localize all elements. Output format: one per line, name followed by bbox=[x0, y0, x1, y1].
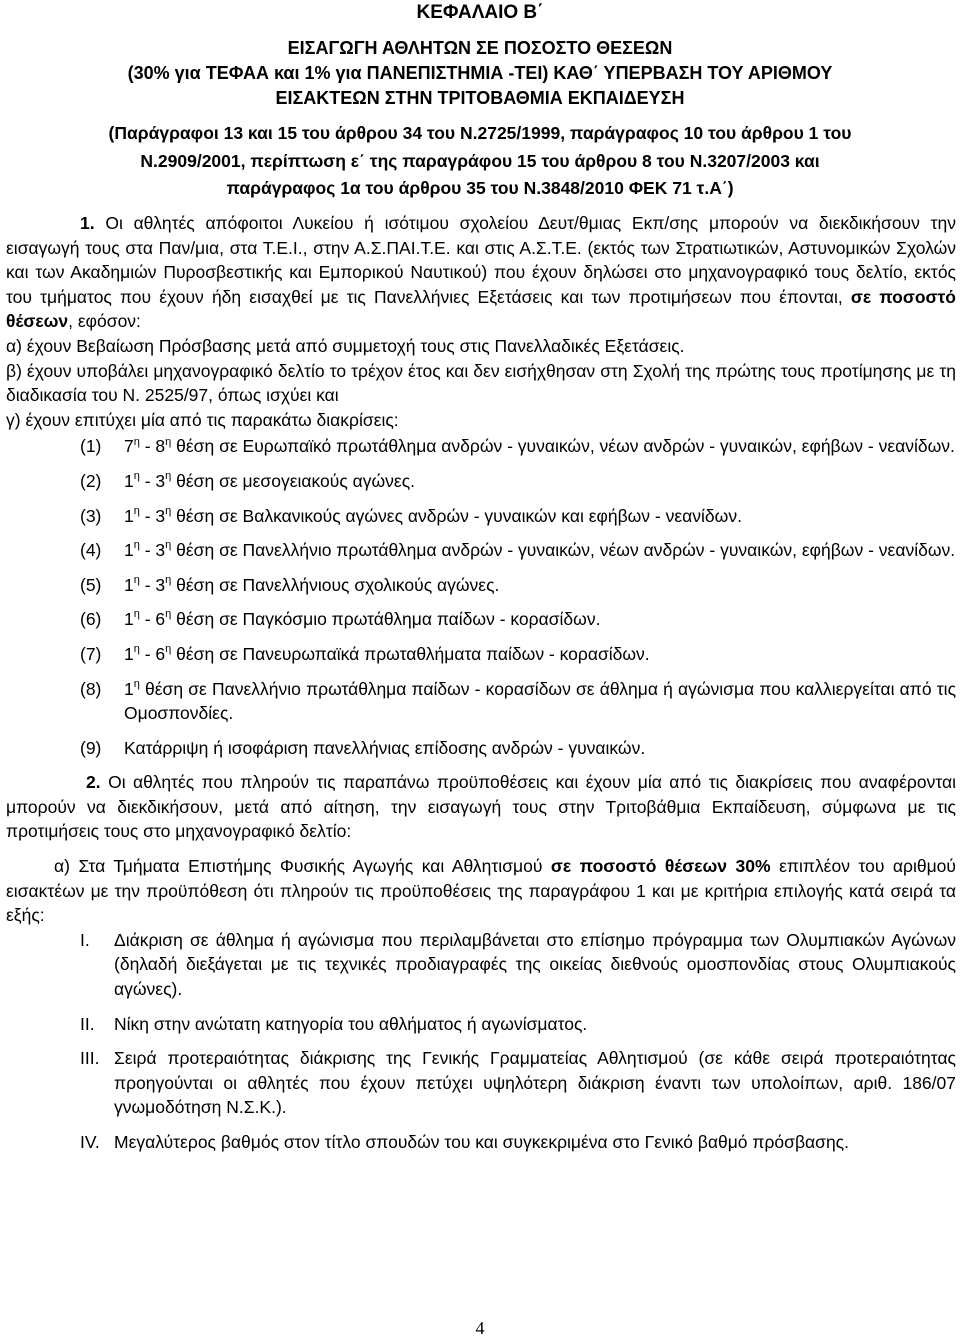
rank-start: 1 bbox=[124, 678, 134, 699]
ordinal-superscript: η bbox=[165, 435, 172, 448]
condition-b: β) έχουν υποβάλει μηχανογραφικό δελτίο το τρέχον έτος και δεν εισήχθησαν στη Σχολή της πρώτης τους προτίμησης με τη διαδικασία του Ν. 2525/97, όπως ισχύει και bbox=[6, 360, 956, 406]
list-item-text bbox=[124, 642, 956, 667]
distinction-description: θέση σε Βαλκανικούς αγώνες ανδρών - γυναικών και εφήβων - νεανίδων. bbox=[171, 505, 742, 526]
section-2-text: Οι αθλητές που πληρούν τις παραπάνω προϋποθέσεις και έχουν μία από τις διακρίσεις που αναφέρονται μπορούν να διεκδικήσουν, μετά από αίτηση, την εισαγωγή τους στην Τριτοβάθμια Εκπαίδευση, σύμφωνα με τις προτιμήσεις τους στο μηχανογραφικό δελτίο: bbox=[6, 772, 956, 842]
list-item-text bbox=[124, 469, 956, 494]
list-item-label: (4) bbox=[80, 540, 102, 561]
ordinal-superscript: η bbox=[165, 504, 172, 517]
list-item bbox=[80, 607, 956, 632]
list-item-text bbox=[124, 607, 956, 632]
condition-c: γ) έχουν επιτύχει μία από τις παρακάτω διακρίσεις: bbox=[6, 409, 399, 430]
condition-a: α) έχουν Βεβαίωση Πρόσβασης μετά από συμμετοχή τους στις Πανελλαδικές Εξετάσεις. bbox=[6, 335, 685, 356]
ordinal-superscript: η bbox=[165, 643, 172, 656]
title-line-1: ΕΙΣΑΓΩΓΗ ΑΘΛΗΤΩΝ ΣΕ ΠΟΣΟΣΤΟ ΘΕΣΕΩΝ bbox=[287, 38, 673, 58]
rank-start: 1 bbox=[124, 609, 134, 630]
criterion-item bbox=[80, 928, 956, 1002]
distinction-description: θέση σε Πανελλήνιους σχολικούς αγώνες. bbox=[171, 574, 500, 595]
list-item bbox=[80, 677, 956, 726]
rank-end: - 6 bbox=[139, 609, 166, 630]
ordinal-superscript: η bbox=[165, 470, 172, 483]
reference-line-2: Ν.2909/2001, περίπτωση ε΄ της παραγράφου 15 του άρθρου 8 του Ν.3207/2003 και bbox=[140, 151, 820, 171]
rank-end: - 3 bbox=[139, 470, 166, 491]
criterion-label: III. bbox=[80, 1048, 100, 1069]
list-item bbox=[80, 538, 956, 563]
distinction-description: θέση σε μεσογειακούς αγώνες. bbox=[171, 470, 416, 491]
rank-start: 7 bbox=[124, 436, 134, 457]
list-item-label: (7) bbox=[80, 643, 102, 664]
section-1-number: 1. bbox=[80, 213, 95, 233]
document-body bbox=[6, 211, 956, 1165]
rank-end: - 6 bbox=[139, 643, 166, 664]
criterion-label: IV. bbox=[80, 1132, 100, 1152]
distinction-description: θέση σε Ευρωπαϊκό πρωτάθλημα ανδρών - γυναικών, νέων ανδρών - γυναικών, εφήβων - νεανίδων. bbox=[171, 436, 955, 457]
rank-start: 1 bbox=[124, 505, 134, 526]
list-item-label: (2) bbox=[80, 470, 102, 491]
criterion-label: II. bbox=[80, 1013, 95, 1034]
list-item-label: (6) bbox=[80, 609, 102, 630]
rank-end: - 3 bbox=[139, 540, 166, 561]
list-item-text bbox=[124, 434, 956, 459]
list-item-label: (8) bbox=[80, 678, 102, 699]
list-item-text: Κατάρριψη ή ισοφάριση πανελλήνιας επίδοσης ανδρών - γυναικών. bbox=[124, 737, 646, 758]
section-1-end: , εφόσον: bbox=[68, 311, 141, 332]
distinction-description: θέση σε Παγκόσμιο πρωτάθλημα παίδων - κορασίδων. bbox=[171, 609, 601, 630]
list-item bbox=[80, 642, 956, 667]
criterion-item bbox=[80, 1046, 956, 1120]
criterion-text: Διάκριση σε άθλημα ή αγώνισμα που περιλαμβάνεται στο επίσημο πρόγραμμα των Ολυμπιακών Αγώνων (δηλαδή διεξάγεται με τις τεχνικές προδιαγραφές της οικείας διεθνούς ομοσπονδίας στους Ολυμπιακούς αγώνες). bbox=[114, 929, 956, 1000]
chapter-heading: ΚΕΦΑΛΑΙΟ Β΄ bbox=[416, 2, 544, 23]
clause-a-bold: σε ποσοστό θέσεων 30% bbox=[550, 856, 771, 877]
criterion-item bbox=[80, 1130, 956, 1155]
distinctions-list bbox=[80, 434, 956, 760]
list-item bbox=[80, 736, 956, 761]
list-item bbox=[80, 504, 956, 529]
list-item-label: (1) bbox=[80, 436, 102, 457]
distinction-description: θέση σε Πανελλήνιο πρωτάθλημα παίδων - κορασίδων σε άθλημα ή αγώνισμα που καλλιεργείται από τις Ομοσπονδίες. bbox=[124, 678, 956, 724]
criterion-text: Σειρά προτεραιότητας διάκρισης της Γενικής Γραμματείας Αθλητισμού (σε κάθε σειρά προτεραιότητας προηγούνται οι αθλητές που έχουν πετύχει υψηλότερη διάκριση έναντι των υπολοίπων, αριθ. 186/07 γνωμοδότηση Ν.Σ.Κ.). bbox=[114, 1048, 956, 1118]
distinction-description: θέση σε Πανελλήνιο πρωτάθλημα ανδρών - γυναικών, νέων ανδρών - γυναικών, εφήβων - νεανίδων. bbox=[171, 540, 956, 561]
section-1-intro bbox=[6, 211, 956, 334]
section-1-bold: σε ποσοστό θέσεων bbox=[6, 286, 956, 332]
ordinal-superscript: η bbox=[133, 539, 140, 552]
criterion-text: Μεγαλύτερος βαθμός στον τίτλο σπουδών του και συγκεκριμένα στο Γενικό βαθμό πρόσβασης. bbox=[114, 1132, 849, 1152]
section-2-number: 2. bbox=[86, 772, 101, 793]
distinction-description: θέση σε Πανευρωπαϊκά πρωταθλήματα παίδων - κορασίδων. bbox=[171, 643, 650, 664]
list-item bbox=[80, 434, 956, 459]
criterion-text: Νίκη στην ανώτατη κατηγορία του αθλήματος ή αγωνίσματος. bbox=[114, 1013, 588, 1034]
list-item bbox=[80, 573, 956, 598]
rank-start: 1 bbox=[124, 574, 134, 595]
list-item-text bbox=[124, 573, 956, 598]
title-line-2: (30% για ΤΕΦΑΑ και 1% για ΠΑΝΕΠΙΣΤΗΜΙΑ -ΤΕΙ) ΚΑΘ΄ ΥΠΕΡΒΑΣΗ ΤΟΥ ΑΡΙΘΜΟΥ bbox=[127, 63, 833, 83]
ordinal-superscript: η bbox=[133, 643, 140, 656]
rank-end: - 3 bbox=[139, 574, 166, 595]
ordinal-superscript: η bbox=[133, 470, 140, 483]
ordinal-superscript: η bbox=[165, 539, 172, 552]
ordinal-superscript: η bbox=[133, 435, 140, 448]
section-2-clause-a bbox=[6, 854, 956, 928]
ordinal-superscript: η bbox=[133, 504, 140, 517]
criterion-label: I. bbox=[80, 929, 90, 950]
section-2-intro bbox=[6, 770, 956, 844]
list-item-label: (9) bbox=[80, 737, 102, 758]
rank-end: - 8 bbox=[139, 436, 166, 457]
clause-a-text: α) Στα Τμήματα Επιστήμης Φυσικής Αγωγής και Αθλητισμού bbox=[54, 856, 551, 877]
title-line-3: ΕΙΣΑΚΤΕΩΝ ΣΤΗΝ ΤΡΙΤΟΒΑΘΜΙΑ ΕΚΠΑΙΔΕΥΣΗ bbox=[275, 88, 685, 108]
section-1-text: Οι αθλητές απόφοιτοι Λυκείου ή ισότιμου σχολείου Δευτ/θμιας Εκπ/σης μπορούν να διεκδικήσουν την εισαγωγή τους στα Παν/μια, στα Τ.Ε.Ι., στην Α.Σ.ΠΑΙ.Τ.Ε. και στις Α.Σ.Τ.Ε. (εκτός των Στρατιωτικών, Αστυνομικών Σχολών και των Ακαδημιών Πυροσβεστικής και Εμπορικού Ναυτικού) που έχουν δηλώσει στο μηχανογραφικό τους δελτίο, εκτός του τμήματος που έχουν ήδη εισαχθεί με τις Πανελλήνιες Εξετάσεις και των προτιμήσεων που έπονται, bbox=[6, 213, 956, 307]
rank-start: 1 bbox=[124, 540, 134, 561]
clause-a-end: επιπλέον του αριθμού εισακτέων με την προϋπόθεση ότι πληρούν τις προϋποθέσεις της παραγράφου 1 και με κριτήρια επιλογής κατά σειρά τα εξής: bbox=[6, 856, 956, 926]
list-item bbox=[80, 469, 956, 494]
reference-line-3: παράγραφος 1α του άρθρου 35 του Ν.3848/2010 ΦΕΚ 71 τ.Α΄) bbox=[226, 178, 734, 198]
list-item-label: (5) bbox=[80, 574, 102, 595]
ordinal-superscript: η bbox=[133, 608, 140, 621]
ordinal-superscript: η bbox=[165, 573, 172, 586]
rank-start: 1 bbox=[124, 643, 134, 664]
rank-start: 1 bbox=[124, 470, 134, 491]
page-number: 4 bbox=[475, 1318, 485, 1338]
list-item-label: (3) bbox=[80, 505, 102, 526]
list-item-text bbox=[124, 538, 956, 563]
reference-line-1: (Παράγραφοι 13 και 15 του άρθρου 34 του Ν.2725/1999, παράγραφος 10 του άρθρου 1 του bbox=[108, 123, 852, 143]
ordinal-superscript: η bbox=[133, 677, 140, 690]
ordinal-superscript: η bbox=[133, 573, 140, 586]
ordinal-superscript: η bbox=[165, 608, 172, 621]
list-item-text bbox=[124, 677, 956, 726]
list-item-text bbox=[124, 504, 956, 529]
rank-end: - 3 bbox=[139, 505, 166, 526]
criterion-item bbox=[80, 1012, 956, 1037]
